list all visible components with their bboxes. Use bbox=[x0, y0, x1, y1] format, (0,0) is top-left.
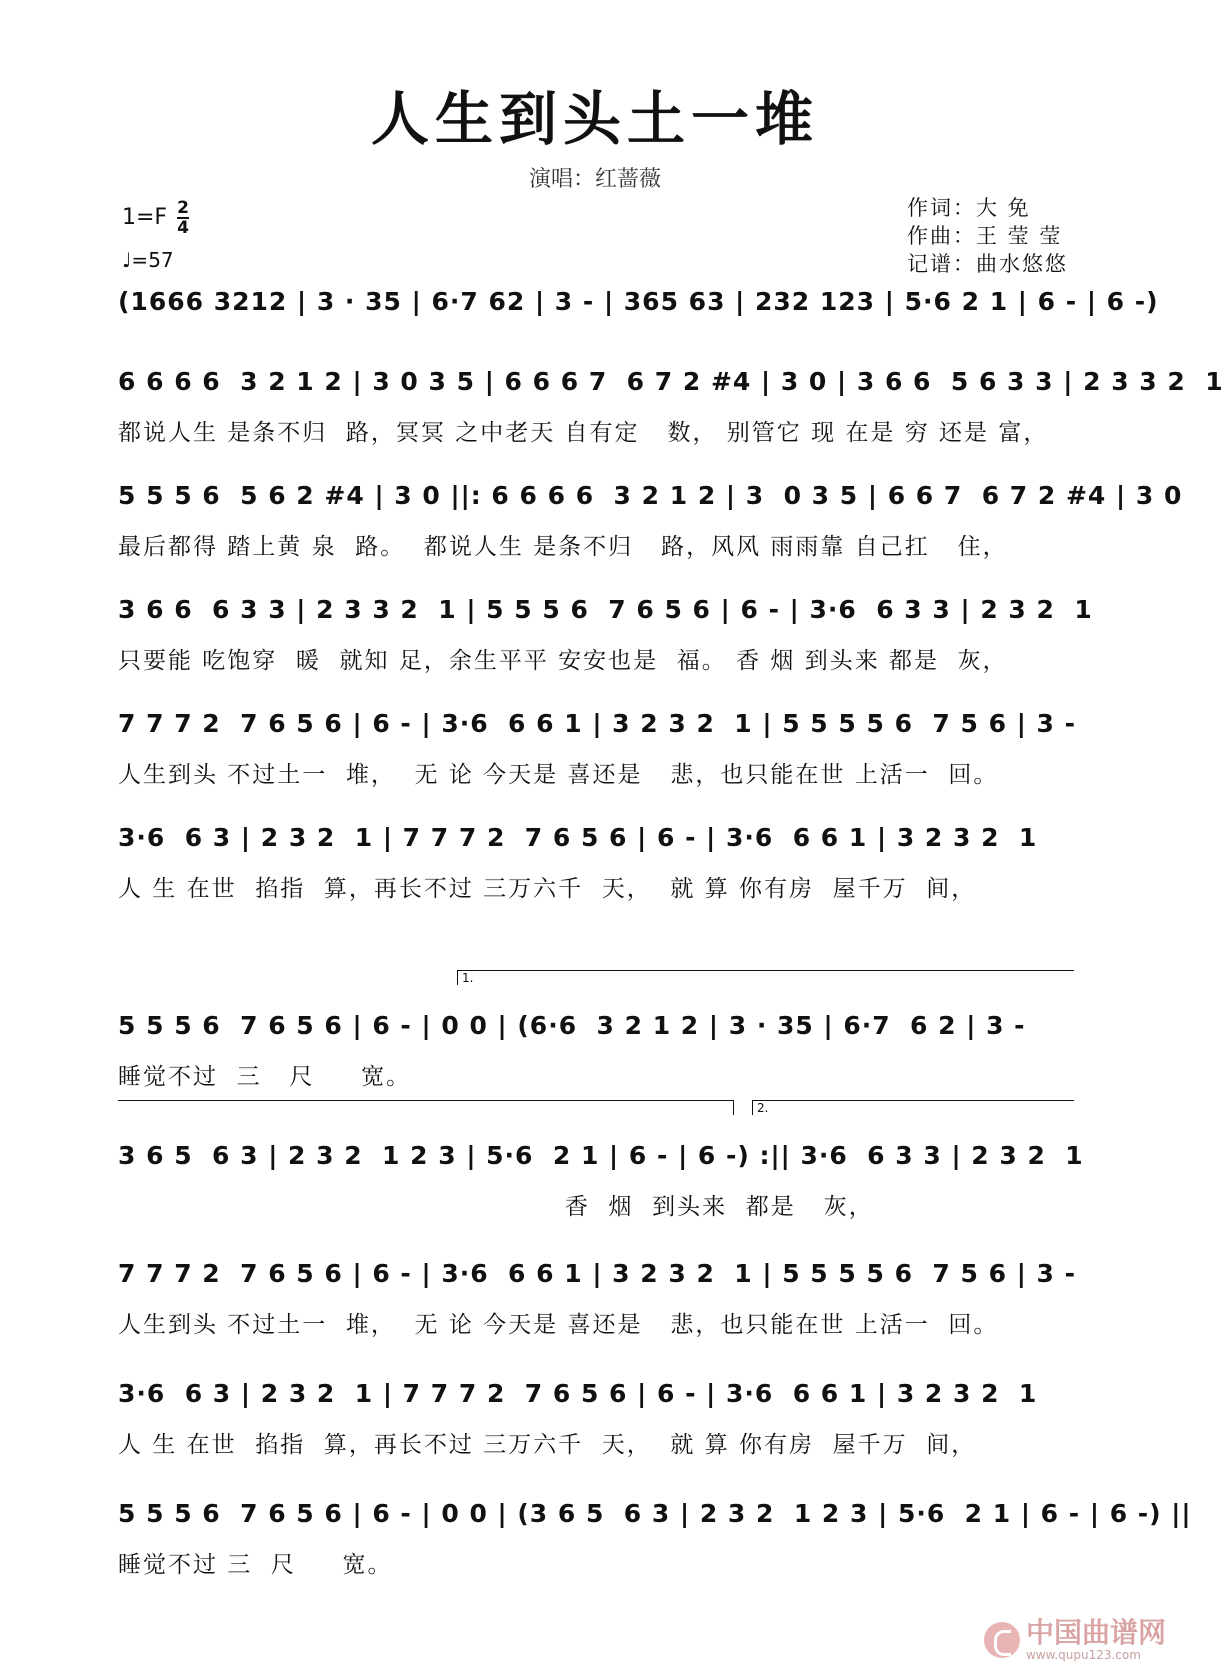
transcriber-credit: 记谱：曲水悠悠 bbox=[907, 252, 1068, 276]
notation-line: 7 7 7 2 7 6 5 6 | 6 - | 3·6 6 6 1 | 3 2 3 2 1 | 5 5 5 5 6 7 5 6 | 3 - bbox=[118, 709, 1076, 738]
lyric-line: 最后都得 踏上黄 泉 路。 都说人生 是条不归 路，风风 雨雨靠 自己扛 住， bbox=[118, 534, 1008, 560]
site-watermark bbox=[984, 1618, 1166, 1662]
lyric-line: 睡觉不过 三 尺 宽。 bbox=[118, 1064, 412, 1090]
lyric-line: 都说人生 是条不归 路，冥冥 之中老天 自有定 数， 别管它 现 在是 穷 还是 富， bbox=[118, 420, 1049, 446]
key-signature: 1=F bbox=[122, 205, 168, 230]
score-system bbox=[118, 1136, 1084, 1224]
score-system bbox=[118, 704, 1076, 792]
lyricist-credit: 作词：大 免 bbox=[907, 196, 1031, 220]
notation-line: 5 5 5 6 7 6 5 6 | 6 - | 0 0 | (6·6 3 2 1 2 | 3 · 35 | 6·7 6 2 | 3 - bbox=[118, 1011, 1026, 1040]
key-and-time bbox=[122, 200, 189, 236]
score-system bbox=[118, 362, 1224, 450]
score-system bbox=[118, 1374, 1073, 1462]
score-meta bbox=[122, 200, 189, 272]
score-system bbox=[118, 476, 1183, 564]
notation-line: 6 6 6 6 3 2 1 2 | 3 0 3 5 | 6 6 6 7 6 7 2 #4 | 3 0 | 3 6 6 5 6 3 3 | 2 3 3 2 1 bbox=[118, 367, 1224, 396]
tempo-marking: ♩=57 bbox=[122, 248, 174, 272]
lyric-line: 人生到头 不过土一 堆， 无 论 今天是 喜还是 悲，也只能在世 上活一 回。 bbox=[118, 1312, 999, 1338]
time-signature: 2 4 bbox=[177, 198, 190, 238]
lyric-line: 睡觉不过 三 尺 宽。 bbox=[118, 1552, 393, 1578]
notation-line: (1666 3212 | 3 · 35 | 6·7 62 | 3 - | 365 63 | 232 123 | 5·6 2 1 | 6 - | 6 -) bbox=[118, 287, 1159, 316]
lyric-line: 只要能 吃饱穿 暖 就知 足，余生平平 安安也是 福。 香 烟 到头来 都是 灰， bbox=[118, 648, 1008, 674]
notation-line: 3 6 6 6 3 3 | 2 3 3 2 1 | 5 5 5 6 7 6 5 6 | 6 - | 3·6 6 3 3 | 2 3 2 1 bbox=[118, 595, 1093, 624]
notation-line: 3·6 6 3 | 2 3 2 1 | 7 7 7 2 7 6 5 6 | 6 - | 3·6 6 6 1 | 3 2 3 2 1 bbox=[118, 1379, 1038, 1408]
score-system bbox=[118, 282, 1159, 322]
lyric-line: 香 烟 到头来 都是 灰， bbox=[118, 1194, 874, 1220]
score-system bbox=[118, 590, 1093, 678]
watermark-url: www.qupu123.com bbox=[1025, 1648, 1141, 1662]
lyric-line: 人 生 在世 掐指 算，再长不过 三万六千 天， 就 算 你有房 屋千万 间， bbox=[118, 1432, 977, 1458]
song-title: 人生到头土一堆 bbox=[370, 85, 819, 153]
watermark-brand: 中国曲谱网 bbox=[1025, 1616, 1166, 1649]
notation-line: 3·6 6 3 | 2 3 2 1 | 7 7 7 2 7 6 5 6 | 6 - | 3·6 6 6 1 | 3 2 3 2 1 bbox=[118, 823, 1038, 852]
notation-line: 7 7 7 2 7 6 5 6 | 6 - | 3·6 6 6 1 | 3 2 3 2 1 | 5 5 5 5 6 7 5 6 | 3 - bbox=[118, 1259, 1076, 1288]
score-system bbox=[118, 1494, 1192, 1582]
notation-line: 5 5 5 6 7 6 5 6 | 6 - | 0 0 | (3 6 5 6 3 | 2 3 2 1 2 3 | 5·6 2 1 | 6 - | 6 -) || bbox=[118, 1499, 1192, 1528]
composer-credit: 作曲：王 莹 莹 bbox=[907, 224, 1063, 248]
volta-bracket-second: 2. bbox=[752, 1100, 1074, 1115]
volta-bracket-first-continued bbox=[118, 1100, 734, 1115]
score-system bbox=[118, 818, 1073, 906]
site-logo-icon bbox=[984, 1622, 1020, 1658]
score-system bbox=[118, 1006, 1073, 1094]
score-system bbox=[118, 1254, 1076, 1342]
volta-bracket-first: 1. bbox=[457, 970, 1074, 985]
lyric-line: 人生到头 不过土一 堆， 无 论 今天是 喜还是 悲，也只能在世 上活一 回。 bbox=[118, 762, 999, 788]
lyric-line: 人 生 在世 掐指 算，再长不过 三万六千 天， 就 算 你有房 屋千万 间， bbox=[118, 876, 977, 902]
notation-line: 5 5 5 6 5 6 2 #4 | 3 0 ||: 6 6 6 6 3 2 1 2 | 3 0 3 5 | 6 6 7 6 7 2 #4 | 3 0 bbox=[118, 481, 1183, 510]
credits bbox=[907, 194, 1068, 278]
notation-line: 3 6 5 6 3 | 2 3 2 1 2 3 | 5·6 2 1 | 6 - | 6 -) :|| 3·6 6 3 3 | 2 3 2 1 bbox=[118, 1141, 1084, 1170]
singer-credit: 演唱：红蔷薇 bbox=[528, 167, 661, 192]
